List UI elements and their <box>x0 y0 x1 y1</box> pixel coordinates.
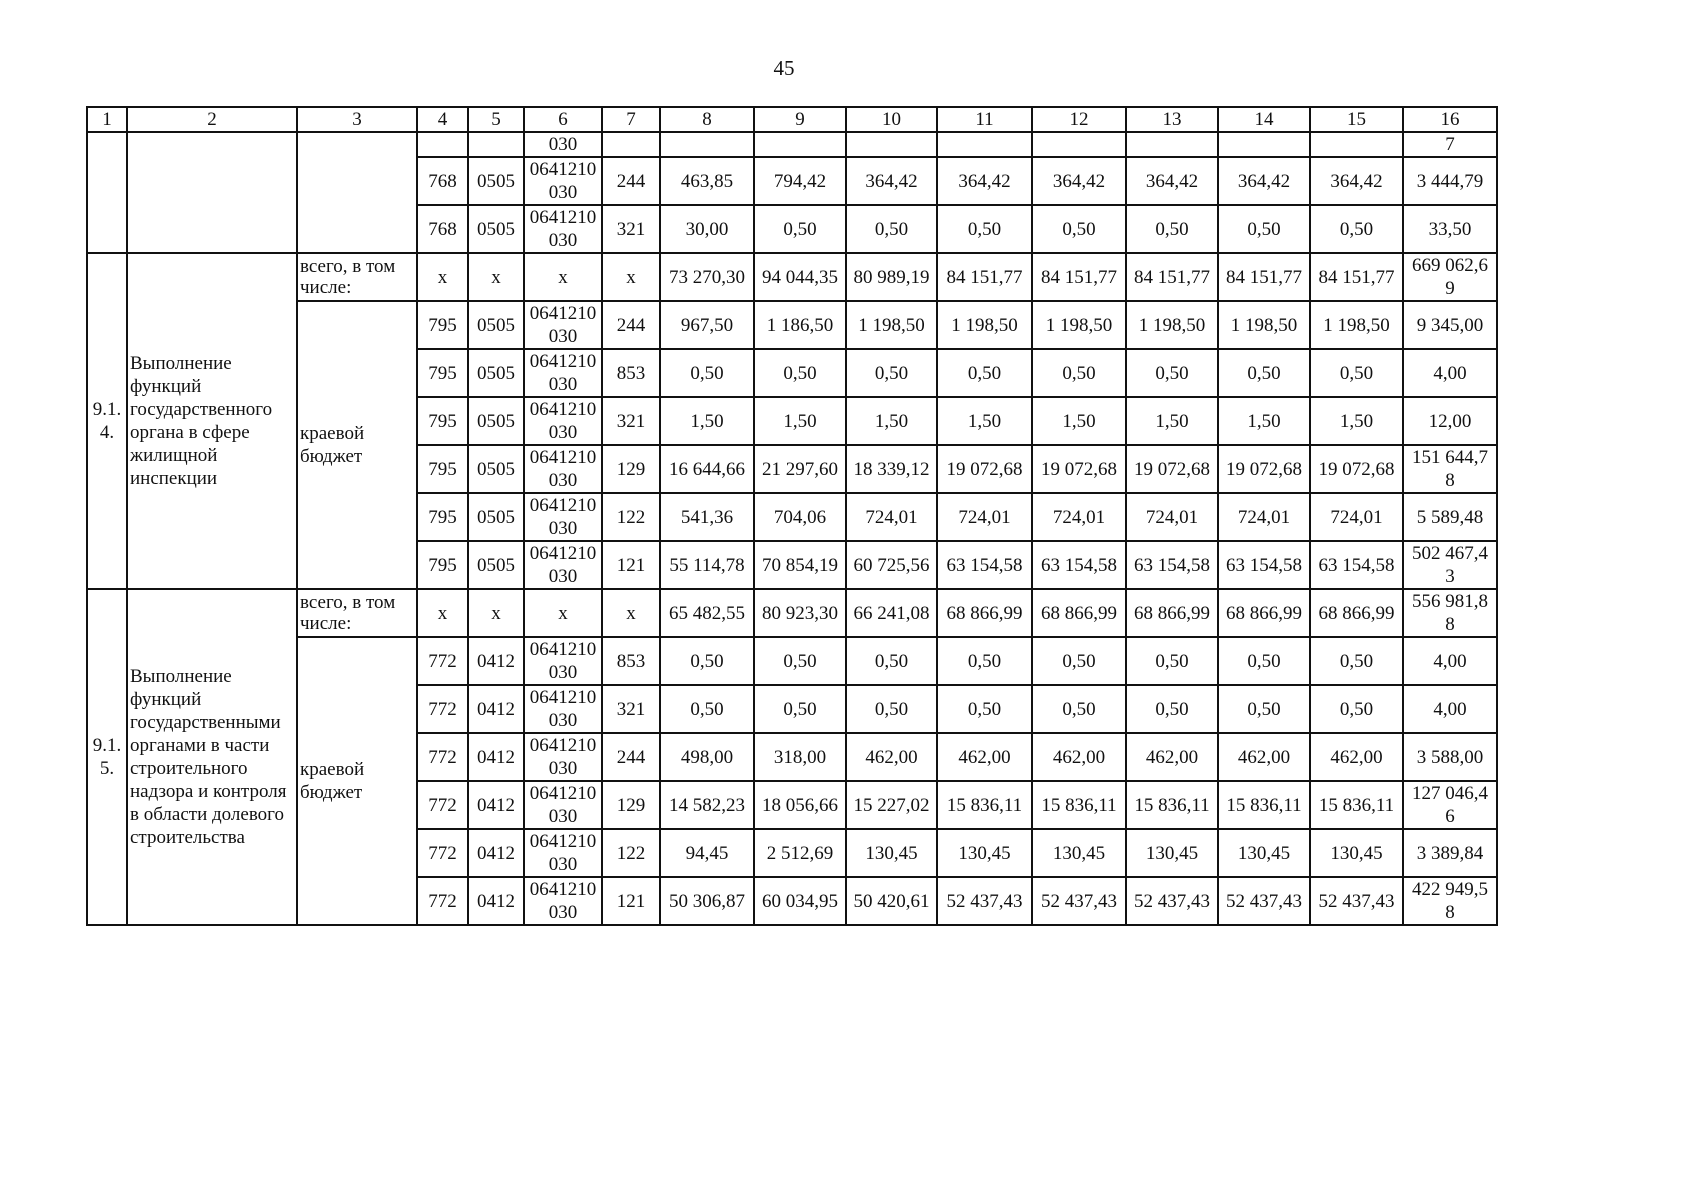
cell-year-value: 462,00 <box>937 733 1032 781</box>
cell-year-value: 1,50 <box>660 397 754 445</box>
cell-year-value: 0,50 <box>937 205 1032 253</box>
cell-target-code: х <box>524 589 602 637</box>
cell-year-value: 462,00 <box>1032 733 1126 781</box>
cell-year-value: 84 151,77 <box>1310 253 1403 301</box>
cell-year-value: 2 512,69 <box>754 829 846 877</box>
cell-admin-code: 772 <box>417 829 468 877</box>
cell-total: 5 589,48 <box>1403 493 1497 541</box>
budget-table-body <box>87 107 1497 925</box>
cell-year-value: 68 866,99 <box>1032 589 1126 637</box>
cell-year-value: 1 198,50 <box>1126 301 1218 349</box>
cell-year-value: 73 270,30 <box>660 253 754 301</box>
cell-expense-type: х <box>602 589 660 637</box>
cell-year-value: 724,01 <box>1126 493 1218 541</box>
cell-year-value: 18 056,66 <box>754 781 846 829</box>
cell-year-value: 364,42 <box>1310 157 1403 205</box>
cell-year-value: 84 151,77 <box>937 253 1032 301</box>
cell-year-value: 0,50 <box>660 349 754 397</box>
cell-year-value: 0,50 <box>1032 637 1126 685</box>
cell-admin-code: 795 <box>417 541 468 589</box>
cell-year-value: 63 154,58 <box>1310 541 1403 589</box>
budget-table <box>86 106 1498 926</box>
cell-year-value: 19 072,68 <box>1310 445 1403 493</box>
cell-target-code: 0641210 030 <box>524 397 602 445</box>
cell-year-value: 0,50 <box>937 637 1032 685</box>
cell-year-value: 1,50 <box>1218 397 1310 445</box>
cell-year-value: 15 836,11 <box>1032 781 1126 829</box>
cell-year-value: 0,50 <box>1310 637 1403 685</box>
cell-section-code: х <box>468 589 524 637</box>
cell-year-value: 0,50 <box>1218 685 1310 733</box>
cell-year-value: 130,45 <box>1032 829 1126 877</box>
cell-section-code: 0505 <box>468 541 524 589</box>
cell-admin-code: 768 <box>417 157 468 205</box>
cell-target-code: 0641210 030 <box>524 157 602 205</box>
cell-item-name <box>127 132 297 253</box>
cell-year-value: 94,45 <box>660 829 754 877</box>
cell-total: 502 467,4 3 <box>1403 541 1497 589</box>
header-column-number: 5 <box>468 107 524 132</box>
cell-year-value: 50 420,61 <box>846 877 937 925</box>
cell-section-code: 0412 <box>468 781 524 829</box>
total-label: всего, в том числе: <box>297 589 417 637</box>
cell-year-value <box>1126 132 1218 157</box>
cell-year-value: 364,42 <box>937 157 1032 205</box>
header-column-number: 7 <box>602 107 660 132</box>
cell-year-value: 80 923,30 <box>754 589 846 637</box>
cell-year-value: 1 198,50 <box>1032 301 1126 349</box>
cell-year-value: 14 582,23 <box>660 781 754 829</box>
cell-year-value: 1 198,50 <box>1310 301 1403 349</box>
cell-expense-type: 121 <box>602 541 660 589</box>
header-column-number: 11 <box>937 107 1032 132</box>
cell-year-value: 724,01 <box>1032 493 1126 541</box>
cell-year-value <box>1310 132 1403 157</box>
cell-admin-code <box>417 132 468 157</box>
cell-target-code: 0641210 030 <box>524 445 602 493</box>
cell-year-value: 1 198,50 <box>846 301 937 349</box>
cell-section-code: 0505 <box>468 493 524 541</box>
cell-year-value: 50 306,87 <box>660 877 754 925</box>
cell-year-value: 18 339,12 <box>846 445 937 493</box>
cell-year-value: 130,45 <box>1218 829 1310 877</box>
cell-year-value: 1 198,50 <box>937 301 1032 349</box>
cell-year-value <box>754 132 846 157</box>
item-number: 9.1. 5. <box>87 589 127 925</box>
cell-year-value: 0,50 <box>1310 349 1403 397</box>
cell-year-value: 84 151,77 <box>1032 253 1126 301</box>
cell-year-value: 19 072,68 <box>937 445 1032 493</box>
cell-total: 556 981,8 8 <box>1403 589 1497 637</box>
cell-year-value: 63 154,58 <box>1218 541 1310 589</box>
cell-target-code: 030 <box>524 132 602 157</box>
cell-admin-code: 768 <box>417 205 468 253</box>
cell-expense-type: 129 <box>602 445 660 493</box>
item-number: 9.1. 4. <box>87 253 127 589</box>
cell-year-value: 0,50 <box>660 685 754 733</box>
cell-total: 12,00 <box>1403 397 1497 445</box>
table-row <box>87 301 1497 349</box>
continuation-row <box>87 132 1497 157</box>
cell-year-value: 364,42 <box>1032 157 1126 205</box>
cell-year-value: 0,50 <box>1126 685 1218 733</box>
cell-section-code <box>468 132 524 157</box>
header-column-number: 10 <box>846 107 937 132</box>
cell-section-code: 0505 <box>468 205 524 253</box>
cell-year-value: 68 866,99 <box>1310 589 1403 637</box>
cell-year-value: 0,50 <box>1126 349 1218 397</box>
cell-total: 3 444,79 <box>1403 157 1497 205</box>
cell-year-value: 364,42 <box>1218 157 1310 205</box>
total-label: всего, в том числе: <box>297 253 417 301</box>
cell-year-value: 0,50 <box>1218 349 1310 397</box>
cell-total: 9 345,00 <box>1403 301 1497 349</box>
cell-item-number <box>87 132 127 253</box>
cell-year-value: 63 154,58 <box>937 541 1032 589</box>
item-name: Выполнение функций государственными органами в части строительного надзора и контроля в области долевого строительства <box>127 589 297 925</box>
cell-section-code: 0505 <box>468 157 524 205</box>
cell-target-code: 0641210 030 <box>524 829 602 877</box>
cell-admin-code: 772 <box>417 733 468 781</box>
cell-year-value: 1,50 <box>846 397 937 445</box>
cell-target-code: 0641210 030 <box>524 733 602 781</box>
header-column-number: 3 <box>297 107 417 132</box>
cell-admin-code: 795 <box>417 445 468 493</box>
cell-admin-code: 772 <box>417 877 468 925</box>
cell-expense-type: 853 <box>602 349 660 397</box>
cell-year-value: 364,42 <box>846 157 937 205</box>
cell-year-value: 0,50 <box>1032 685 1126 733</box>
cell-year-value: 84 151,77 <box>1218 253 1310 301</box>
cell-total: 33,50 <box>1403 205 1497 253</box>
header-column-number: 12 <box>1032 107 1126 132</box>
cell-year-value: 1,50 <box>754 397 846 445</box>
cell-total: 3 389,84 <box>1403 829 1497 877</box>
cell-funding-source <box>297 132 417 253</box>
cell-year-value <box>660 132 754 157</box>
cell-year-value: 30,00 <box>660 205 754 253</box>
cell-year-value: 52 437,43 <box>1032 877 1126 925</box>
cell-admin-code: 772 <box>417 637 468 685</box>
cell-target-code: 0641210 030 <box>524 301 602 349</box>
cell-year-value: 1,50 <box>1032 397 1126 445</box>
cell-admin-code: х <box>417 589 468 637</box>
cell-year-value: 65 482,55 <box>660 589 754 637</box>
cell-expense-type: 321 <box>602 397 660 445</box>
header-column-number: 1 <box>87 107 127 132</box>
cell-section-code: 0412 <box>468 877 524 925</box>
cell-year-value: 967,50 <box>660 301 754 349</box>
cell-year-value: 80 989,19 <box>846 253 937 301</box>
cell-total: 4,00 <box>1403 685 1497 733</box>
cell-year-value: 70 854,19 <box>754 541 846 589</box>
cell-total: 127 046,4 6 <box>1403 781 1497 829</box>
cell-expense-type: 122 <box>602 493 660 541</box>
cell-total: 4,00 <box>1403 637 1497 685</box>
cell-year-value <box>1032 132 1126 157</box>
cell-year-value: 52 437,43 <box>937 877 1032 925</box>
cell-year-value: 1,50 <box>937 397 1032 445</box>
cell-year-value: 0,50 <box>754 637 846 685</box>
cell-year-value: 1,50 <box>1126 397 1218 445</box>
cell-year-value: 724,01 <box>846 493 937 541</box>
cell-year-value: 52 437,43 <box>1310 877 1403 925</box>
cell-year-value: 0,50 <box>1126 637 1218 685</box>
cell-year-value: 0,50 <box>1218 205 1310 253</box>
cell-admin-code: 795 <box>417 493 468 541</box>
header-column-number: 13 <box>1126 107 1218 132</box>
cell-expense-type: 244 <box>602 301 660 349</box>
cell-year-value: 19 072,68 <box>1032 445 1126 493</box>
cell-year-value: 16 644,66 <box>660 445 754 493</box>
funding-source: краевой бюджет <box>297 301 417 589</box>
cell-expense-type: 121 <box>602 877 660 925</box>
cell-section-code: 0505 <box>468 397 524 445</box>
cell-year-value: 462,00 <box>1310 733 1403 781</box>
item-name: Выполнение функций государственного органа в сфере жилищной инспекции <box>127 253 297 589</box>
cell-year-value: 0,50 <box>754 205 846 253</box>
cell-expense-type: 129 <box>602 781 660 829</box>
cell-expense-type: 853 <box>602 637 660 685</box>
header-row <box>87 107 1497 132</box>
cell-year-value: 68 866,99 <box>1218 589 1310 637</box>
cell-section-code: 0505 <box>468 301 524 349</box>
cell-admin-code: х <box>417 253 468 301</box>
cell-target-code: 0641210 030 <box>524 685 602 733</box>
cell-year-value: 1,50 <box>1310 397 1403 445</box>
cell-year-value: 541,36 <box>660 493 754 541</box>
cell-year-value: 704,06 <box>754 493 846 541</box>
funding-source: краевой бюджет <box>297 637 417 925</box>
cell-expense-type: 321 <box>602 685 660 733</box>
cell-section-code: х <box>468 253 524 301</box>
cell-target-code: 0641210 030 <box>524 781 602 829</box>
cell-section-code: 0412 <box>468 637 524 685</box>
cell-year-value: 0,50 <box>846 685 937 733</box>
cell-year-value: 0,50 <box>846 205 937 253</box>
cell-target-code: 0641210 030 <box>524 205 602 253</box>
cell-admin-code: 772 <box>417 685 468 733</box>
cell-year-value: 15 227,02 <box>846 781 937 829</box>
cell-year-value <box>602 132 660 157</box>
cell-year-value: 66 241,08 <box>846 589 937 637</box>
cell-expense-type: 321 <box>602 205 660 253</box>
cell-year-value: 15 836,11 <box>937 781 1032 829</box>
cell-target-code: 0641210 030 <box>524 493 602 541</box>
header-column-number: 15 <box>1310 107 1403 132</box>
cell-target-code: 0641210 030 <box>524 877 602 925</box>
table-row <box>87 637 1497 685</box>
cell-year-value: 724,01 <box>937 493 1032 541</box>
cell-total: 4,00 <box>1403 349 1497 397</box>
cell-year-value: 84 151,77 <box>1126 253 1218 301</box>
cell-admin-code: 795 <box>417 397 468 445</box>
cell-year-value: 68 866,99 <box>1126 589 1218 637</box>
cell-year-value: 462,00 <box>1218 733 1310 781</box>
cell-year-value: 0,50 <box>1032 205 1126 253</box>
cell-year-value: 0,50 <box>846 637 937 685</box>
cell-expense-type: х <box>602 253 660 301</box>
cell-year-value: 130,45 <box>937 829 1032 877</box>
cell-admin-code: 795 <box>417 301 468 349</box>
cell-year-value: 364,42 <box>1126 157 1218 205</box>
cell-total: 422 949,5 8 <box>1403 877 1497 925</box>
cell-year-value: 0,50 <box>754 349 846 397</box>
cell-year-value: 68 866,99 <box>937 589 1032 637</box>
cell-target-code: х <box>524 253 602 301</box>
cell-year-value: 794,42 <box>754 157 846 205</box>
cell-year-value: 462,00 <box>846 733 937 781</box>
cell-admin-code: 795 <box>417 349 468 397</box>
cell-year-value: 94 044,35 <box>754 253 846 301</box>
cell-year-value: 0,50 <box>754 685 846 733</box>
cell-year-value <box>846 132 937 157</box>
header-column-number: 9 <box>754 107 846 132</box>
cell-year-value: 0,50 <box>1032 349 1126 397</box>
cell-total: 7 <box>1403 132 1497 157</box>
cell-expense-type: 122 <box>602 829 660 877</box>
cell-year-value: 55 114,78 <box>660 541 754 589</box>
cell-year-value: 0,50 <box>660 637 754 685</box>
cell-year-value: 0,50 <box>1310 205 1403 253</box>
cell-target-code: 0641210 030 <box>524 349 602 397</box>
cell-year-value: 21 297,60 <box>754 445 846 493</box>
cell-year-value: 0,50 <box>937 349 1032 397</box>
cell-year-value: 724,01 <box>1310 493 1403 541</box>
cell-year-value: 63 154,58 <box>1032 541 1126 589</box>
cell-expense-type: 244 <box>602 157 660 205</box>
cell-year-value: 52 437,43 <box>1218 877 1310 925</box>
cell-year-value: 15 836,11 <box>1218 781 1310 829</box>
cell-year-value: 130,45 <box>846 829 937 877</box>
cell-year-value: 60 725,56 <box>846 541 937 589</box>
cell-year-value <box>1218 132 1310 157</box>
cell-year-value: 498,00 <box>660 733 754 781</box>
cell-year-value: 63 154,58 <box>1126 541 1218 589</box>
cell-target-code: 0641210 030 <box>524 637 602 685</box>
cell-year-value: 0,50 <box>1126 205 1218 253</box>
cell-year-value: 0,50 <box>1218 637 1310 685</box>
cell-year-value: 130,45 <box>1310 829 1403 877</box>
cell-section-code: 0505 <box>468 445 524 493</box>
header-column-number: 4 <box>417 107 468 132</box>
cell-section-code: 0412 <box>468 829 524 877</box>
group-total-row <box>87 589 1497 637</box>
cell-year-value: 318,00 <box>754 733 846 781</box>
cell-year-value: 1 198,50 <box>1218 301 1310 349</box>
cell-year-value: 0,50 <box>1310 685 1403 733</box>
header-column-number: 16 <box>1403 107 1497 132</box>
page-number: 45 <box>773 56 795 80</box>
cell-year-value <box>937 132 1032 157</box>
cell-year-value: 19 072,68 <box>1126 445 1218 493</box>
cell-total: 151 644,7 8 <box>1403 445 1497 493</box>
cell-section-code: 0505 <box>468 349 524 397</box>
cell-expense-type: 244 <box>602 733 660 781</box>
cell-year-value: 15 836,11 <box>1310 781 1403 829</box>
cell-year-value: 15 836,11 <box>1126 781 1218 829</box>
header-column-number: 2 <box>127 107 297 132</box>
cell-year-value: 0,50 <box>937 685 1032 733</box>
cell-year-value: 52 437,43 <box>1126 877 1218 925</box>
cell-total: 3 588,00 <box>1403 733 1497 781</box>
header-column-number: 8 <box>660 107 754 132</box>
header-column-number: 14 <box>1218 107 1310 132</box>
cell-section-code: 0412 <box>468 685 524 733</box>
cell-total: 669 062,6 9 <box>1403 253 1497 301</box>
cell-target-code: 0641210 030 <box>524 541 602 589</box>
cell-year-value: 463,85 <box>660 157 754 205</box>
cell-year-value: 0,50 <box>846 349 937 397</box>
cell-admin-code: 772 <box>417 781 468 829</box>
cell-year-value: 724,01 <box>1218 493 1310 541</box>
cell-section-code: 0412 <box>468 733 524 781</box>
cell-year-value: 19 072,68 <box>1218 445 1310 493</box>
cell-year-value: 130,45 <box>1126 829 1218 877</box>
group-total-row <box>87 253 1497 301</box>
cell-year-value: 60 034,95 <box>754 877 846 925</box>
header-column-number: 6 <box>524 107 602 132</box>
cell-year-value: 1 186,50 <box>754 301 846 349</box>
cell-year-value: 462,00 <box>1126 733 1218 781</box>
